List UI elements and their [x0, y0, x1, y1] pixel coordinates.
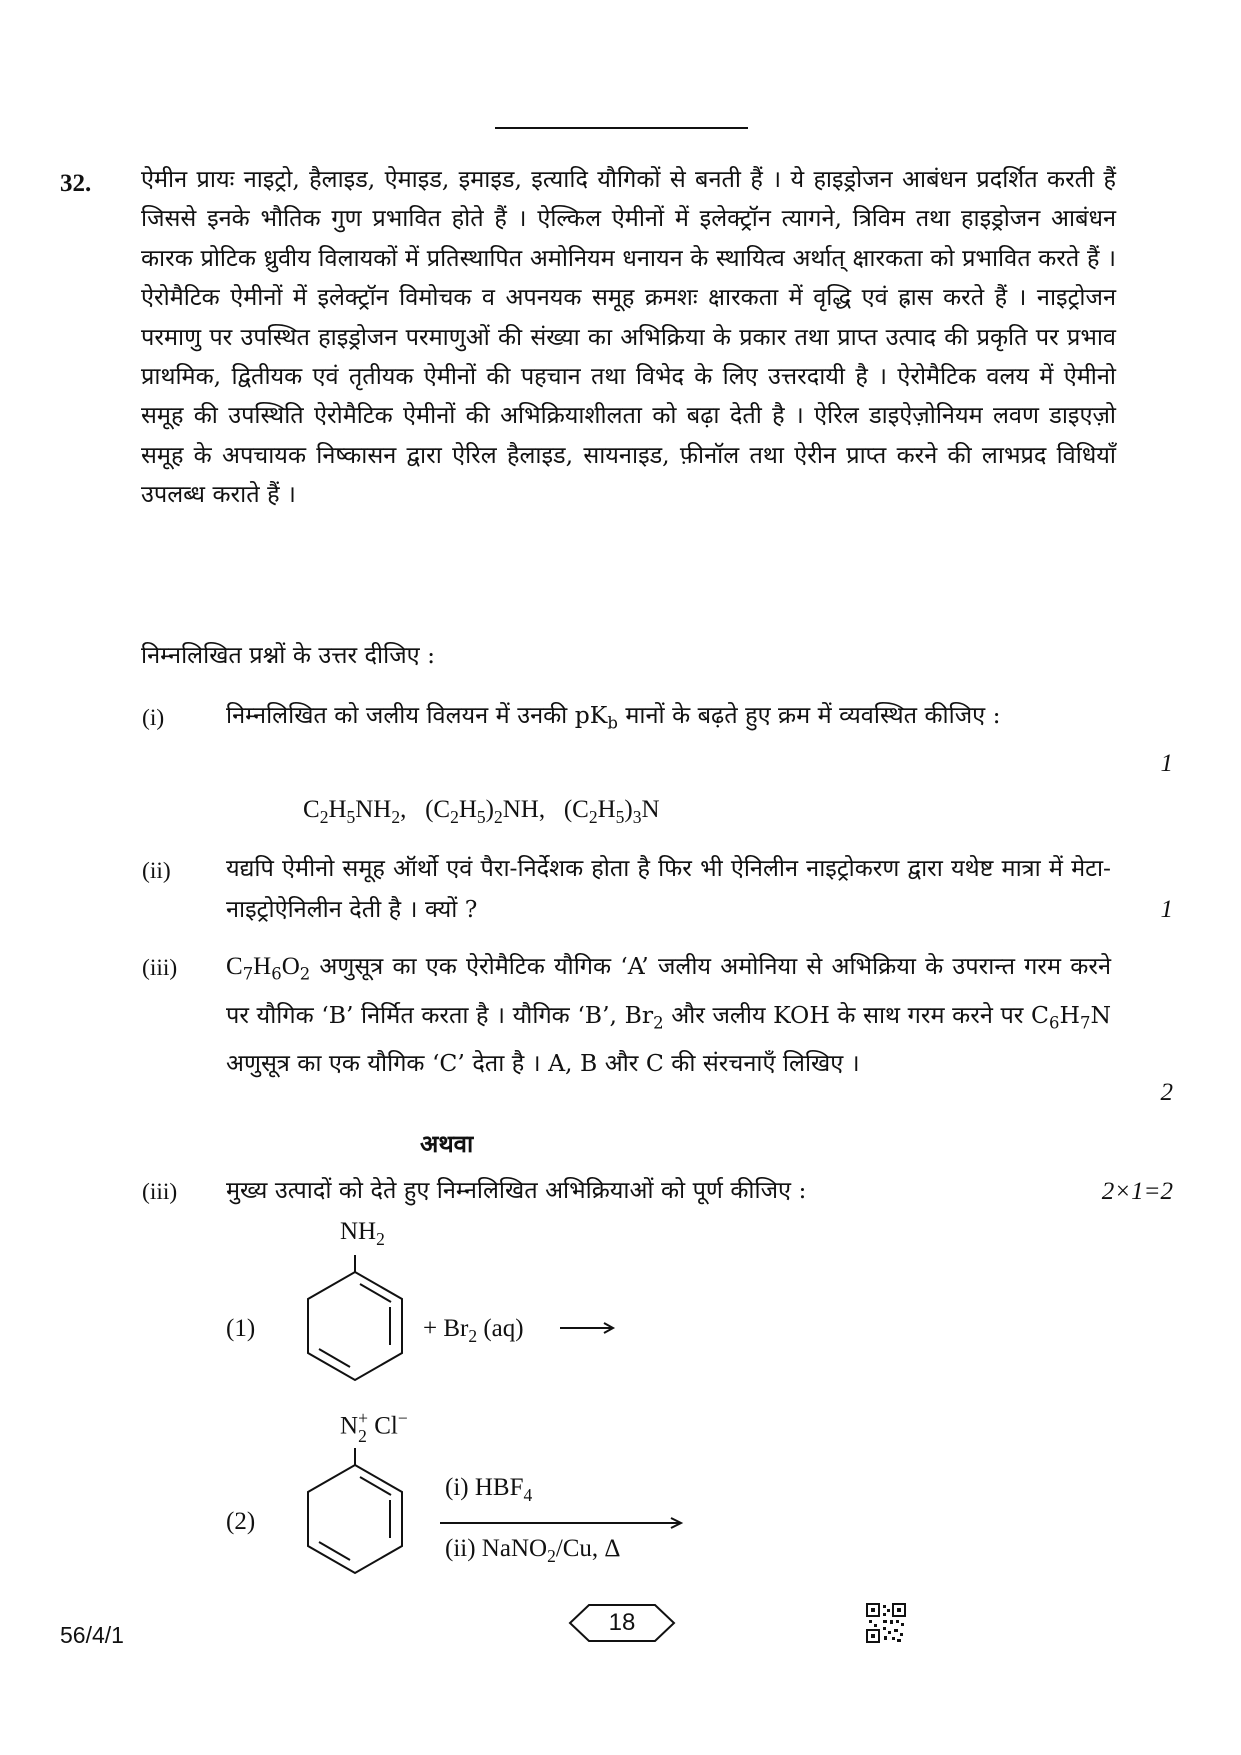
alt-part-iii-label: (iii) [142, 1179, 178, 1205]
top-rule [495, 127, 748, 129]
reaction-1-label: (1) [226, 1315, 256, 1342]
paper-code: 56/4/1 [60, 1622, 124, 1648]
benzene-ring-1 [290, 1255, 420, 1385]
benzene-ring-2 [290, 1448, 420, 1578]
part-ii-text: यद्यपि ऐमीनो समूह ऑर्थो एवं पैरा-निर्देशक होता है फिर भी ऐनिलीन नाइट्रोकरण द्वारा यथेष्ट मात्रा में मेटा-नाइट्रोऐनिलीन देती है । क्यों ? [226, 854, 1111, 923]
qr-code-icon [866, 1603, 906, 1643]
condition-1: (i) $HBF_4$ [445, 1474, 533, 1505]
part-iii-label: (iii) [142, 955, 178, 981]
condition-2: (ii) NaNO$_2$/Cu, Δ [445, 1535, 621, 1566]
part-ii-marks: 1 [1160, 896, 1173, 923]
alt-part-iii-text: मुख्य उत्पादों को देते हुए निम्नलिखित अभिक्रियाओं को पूर्ण कीजिए : [226, 1176, 807, 1204]
reaction-2-arrow [440, 1515, 685, 1531]
reaction-1-arrow [560, 1320, 616, 1336]
question-number: 32. [60, 170, 92, 197]
instruction: निम्नलिखित प्रश्नों के उत्तर दीजिए : [141, 641, 436, 669]
part-i-text: निम्नलिखित को जलीय विलयन में उनकी $pK_b$ मानों के बढ़ते हुए क्रम में व्यवस्थित कीजिए : [226, 701, 1001, 733]
amine-formulas: $C_2H_5NH_2$, $(C_2H_5)_2NH$, $(C_2H_5)_3N$ [303, 796, 660, 827]
reagent-br2: + $Br_2$ (aq) [423, 1315, 524, 1346]
part-iii-marks: 2 [1160, 1079, 1173, 1106]
part-ii-label: (ii) [142, 858, 171, 884]
page-number: 18 [608, 1609, 636, 1636]
reaction-2-label: (2) [226, 1508, 256, 1535]
amino-substituent: $NH_2$ [340, 1218, 385, 1249]
question-passage: ऐमीन प्रायः नाइट्रो, हैलाइड, ऐमाइड, इमाइड, इत्यादि यौगिकों से बनती हैं । ये हाइड्रोजन आबंधन प्रदर्शित करती हैं जिससे इनके भौतिक गुण प्रभावित होते हैं । ऐल्किल ऐमीनों में इलेक्ट्रॉन त्यागने, त्रिविम तथा हाइड्रोजन आबंधन कारक प्रोटिक ध्रुवीय विलायकों में प्रतिस्थापित अमोनियम धनायन के स्थायित्व अर्थात् क्षारकता को प्रभावित करते हैं । ऐरोमैटिक ऐमीनों में इलेक्ट्रॉन विमोचक व अपनयक समूह क्रमशः क्षारकता में वृद्धि एवं ह्रास करते हैं । नाइट्रोजन परमाणु पर उपस्थित हाइड्रोजन परमाणुओं की संख्या का अभिक्रिया के प्रकार तथा प्राप्त उत्पाद की प्रकृति पर प्रभाव प्राथमिक, द्वितीयक एवं तृतीयक ऐमीनों की पहचान तथा विभेद के लिए उत्तरदायी है । ऐरोमैटिक वलय में ऐमीनो समूह की उपस्थिति ऐरोमैटिक ऐमीनों की अभिक्रियाशीलता को बढ़ा देती है । ऐरिल डाइऐज़ोनियम लवण डाइएज़ो समूह के अपचायक निष्कासन द्वारा ऐरिल हैलाइड, सायनाइड, फ़ीनॉल तथा ऐरीन प्राप्त करने की लाभप्रद विधियाँ उपलब्ध कराते हैं । [141, 165, 1116, 509]
part-i-label: (i) [142, 705, 165, 731]
part-iii-text: $C_7H_6O_2$ अणुसूत्र का एक ऐरोमैटिक यौगिक ‘A’ जलीय अमोनिया से अभिक्रिया के उपरान्त गरम करने पर यौगिक ‘B’ निर्मित करता है । यौगिक ‘B’, $Br_2$ और जलीय KOH के साथ गरम करने पर $C_6H_7N$ अणुसूत्र का एक यौगिक ‘C’ देता है । A, B और C की संरचनाएँ लिखिए । [226, 952, 1112, 1078]
alt-part-iii-marks: 2×1=2 [1101, 1178, 1173, 1205]
diazonium-substituent: N + 2 Cl− [340, 1408, 408, 1446]
or-label: अथवा [420, 1129, 474, 1158]
part-i-marks: 1 [1160, 750, 1173, 777]
